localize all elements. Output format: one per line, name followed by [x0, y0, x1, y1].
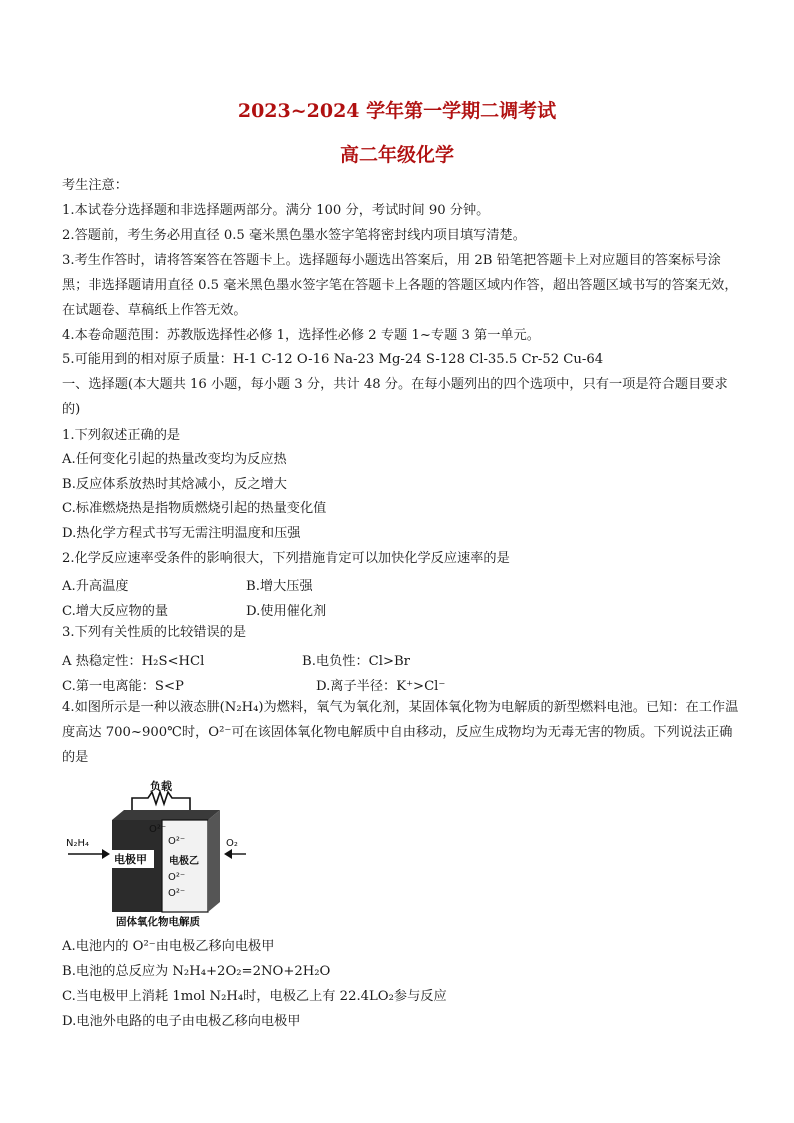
cell-side-face [208, 810, 220, 912]
note-1: 1.本试卷分选择题和非选择题两部分。满分 100 分，考试时间 90 分钟。 [62, 203, 490, 218]
q3-option-c: C.第一电离能：S<P [62, 679, 184, 694]
q2-option-b: B.增大压强 [246, 579, 313, 594]
note-3: 3.考生作答时，请将答案答在答题卡上。选择题每小题选出答案后，用 2B 铅笔把答题卡上对应题目的答案标号涂黑；非选择题请用直径 0.5 毫米黑色墨水签字笔在答题卡上各题的答题区域内作答，超出答题区域书写的答案无效，在试题卷、草稿纸上作答无效。 [62, 253, 738, 318]
electrode-b-label: 电极乙 [169, 856, 199, 867]
note-5: 5.可能用到的相对原子质量：H-1 C-12 O-16 Na-23 Mg-24 S-128 Cl-35.5 Cr-52 Cu-64 [62, 352, 604, 367]
q3-stem: 3.下列有关性质的比较错误的是 [62, 625, 247, 640]
right-arrow-icon [224, 849, 232, 859]
cell-top-face [112, 810, 220, 820]
electrode-a-label: 电极甲 [114, 853, 147, 866]
q2-option-a: A.升高温度 [62, 579, 129, 594]
q4-stem: 4.如图所示是一种以液态肼(N₂H₄)为燃料，氧气为氧化剂，某固体氧化物为电解质的新型燃料电池。已知：在工作温度高达 700~900℃时，O²⁻可在该固体氧化物电解质中自由移动，反应生成物均为无毒无害的物质。下列说法正确的是 [62, 700, 739, 765]
q1-option-c: C.标准燃烧热是指物质燃烧引起的热量变化值 [62, 501, 327, 516]
ion-label-1: O²⁻ [149, 824, 167, 835]
q2-option-c: C.增大反应物的量 [62, 604, 169, 619]
q1-option-b: B.反应体系放热时其焓减小，反之增大 [62, 477, 287, 492]
q1-option-a: A.任何变化引起的热量改变均为反应热 [62, 452, 287, 467]
left-arrow-icon [102, 849, 110, 859]
q1-stem: 1.下列叙述正确的是 [62, 428, 181, 443]
exam-title: 2023~2024 学年第一学期二调考试 [237, 100, 557, 122]
q3-option-a: A 热稳定性：H₂S<HCl [62, 654, 205, 669]
q4-option-c: C.当电极甲上消耗 1mol N₂H₄时，电极乙上有 22.4LO₂参与反应 [62, 989, 447, 1004]
q2-option-d: D.使用催化剂 [246, 604, 327, 619]
q4-option-a: A.电池内的 O²⁻由电极乙移向电极甲 [62, 939, 275, 954]
left-input-label: N₂H₄ [66, 838, 90, 849]
q3-option-d: D.离子半径：K⁺>Cl⁻ [316, 679, 446, 694]
figure-caption: 固体氧化物电解质 [116, 916, 200, 928]
ion-label-2: O²⁻ [168, 836, 186, 847]
q3-option-b: B.电负性：Cl>Br [302, 654, 410, 669]
note-2: 2.答题前，考生务必用直径 0.5 毫米黑色墨水签字笔将密封线内项目填写清楚。 [62, 228, 526, 243]
section-heading: 一、选择题(本大题共 16 小题，每小题 3 分，共计 48 分。在每小题列出的四个选项中，只有一项是符合题目要求的) [62, 377, 728, 417]
q1-option-d: D.热化学方程式书写无需注明温度和压强 [62, 526, 301, 541]
q4-option-d: D.电池外电路的电子由电极乙移向电极甲 [62, 1014, 301, 1029]
ion-label-3: O²⁻ [168, 872, 186, 883]
note-4: 4.本卷命题范围：苏教版选择性必修 1，选择性必修 2 专题 1~专题 3 第一单元。 [62, 328, 540, 343]
fuel-cell-diagram [64, 776, 250, 928]
right-input-label: O₂ [226, 838, 238, 849]
load-label: 负载 [150, 780, 172, 793]
notes-heading: 考生注意： [62, 178, 128, 193]
q4-option-b: B.电池的总反应为 N₂H₄+2O₂=2NO+2H₂O [62, 964, 331, 979]
ion-label-4: O²⁻ [168, 888, 186, 899]
q2-stem: 2.化学反应速率受条件的影响很大，下列措施肯定可以加快化学反应速率的是 [62, 551, 510, 566]
exam-subtitle: 高二年级化学 [339, 144, 454, 166]
